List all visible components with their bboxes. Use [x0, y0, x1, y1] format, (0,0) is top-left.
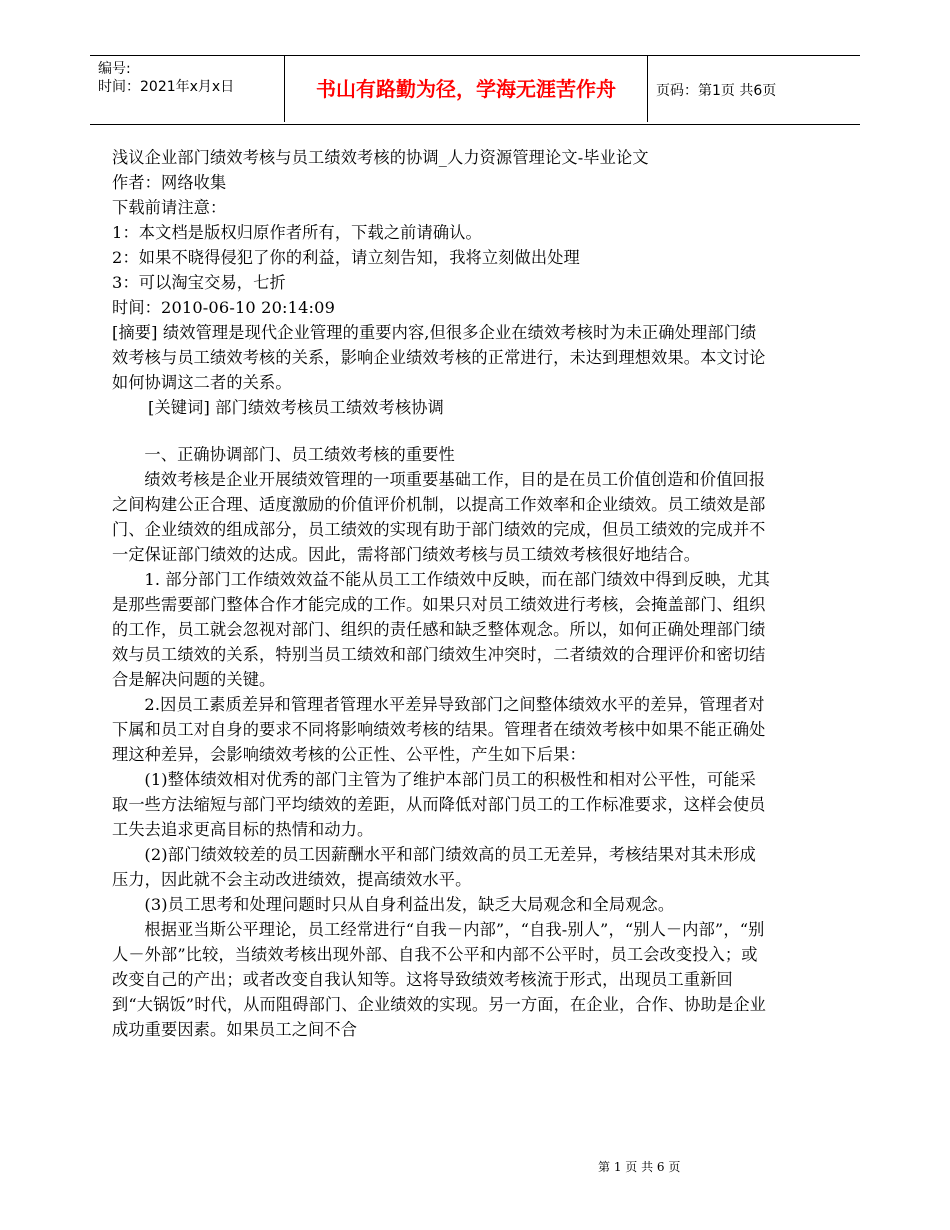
document-body [112, 145, 770, 1042]
page-header [90, 55, 860, 125]
notice-heading: 下载前请注意： [112, 198, 227, 217]
date-label: 时间：2021年x月x日 [98, 79, 235, 95]
header-motto: 书山有路勤为径，学海无涯苦作舟 [284, 56, 648, 122]
notice-item: 1：本文档是版权归原作者所有，下载之前请确认。 [112, 223, 482, 242]
body-paragraph: 根据亚当斯公平理论，员工经常进行“自我－内部”，“自我-别人”，“别人－内部”，“别人－外部”比较，当绩效考核出现外部、自我不公平和内部不公平时，员工会改变投入；或改变自己的产出；或者改变自我认知等。这将导致绩效考核流于形式，出现员工重新回到“大锅饭”时代，从而阻碍部门、企业绩效的实现。另一方面，在企业，合作、协助是企业成功重要因素。如果员工之间不合 [112, 920, 767, 1039]
number-label: 编号: [98, 61, 131, 77]
notice-item: 3：可以淘宝交易，七折 [112, 273, 286, 292]
body-paragraph: (1)整体绩效相对优秀的部门主管为了维护本部门员工的积极性和相对公平性，可能采取一些方法缩短与部门平均绩效的差距，从而降低对部门员工的工作标准要求，这样会使员工失去追求更高目标的热情和动力。 [112, 770, 766, 839]
author-line: 作者：网络收集 [112, 173, 227, 192]
header-page-info: 页码：第1页 共6页 [656, 83, 777, 99]
body-paragraph: (2)部门绩效较差的员工因薪酬水平和部门绩效高的员工无差异，考核结果对其未形成压力，因此就不会主动改进绩效，提高绩效水平。 [112, 845, 756, 889]
page-footer: 第 1 页 共 6 页 [598, 1160, 681, 1174]
section-heading: 一、正确协调部门、员工绩效考核的重要性 [144, 445, 455, 464]
body-paragraph: 1. 部分部门工作绩效效益不能从员工工作绩效中反映，而在部门绩效中得到反映，尤其是那些需要部门整体合作才能完成的工作。如果只对员工绩效进行考核，会掩盖部门、组织的工作，员工就会忽视对部门、组织的责任感和缺乏整体观念。所以，如何正确处理部门绩效与员工绩效的关系，特别当员工绩效和部门绩效生冲突时，二者绩效的合理评价和密切结合是解决问题的关键。 [112, 570, 770, 689]
header-left [98, 60, 234, 96]
notice-item: 2：如果不晓得侵犯了你的利益，请立刻告知，我将立刻做出处理 [112, 248, 580, 267]
keywords: [关键词] 部门绩效考核员工绩效考核协调 [148, 398, 444, 417]
body-paragraph: 绩效考核是企业开展绩效管理的一项重要基础工作，目的是在员工价值创造和价值回报之间构建公正合理、适度激励的价值评价机制，以提高工作效率和企业绩效。员工绩效是部门、企业绩效的组成部分，员工绩效的实现有助于部门绩效的完成，但员工绩效的完成并不一定保证部门绩效的达成。因此，需将部门绩效考核与员工绩效考核很好地结合。 [112, 470, 766, 564]
publish-time: 时间：2010-06-10 20:14:09 [112, 298, 336, 317]
spacer [112, 420, 770, 442]
body-paragraph: 2.因员工素质差异和管理者管理水平差异导致部门之间整体绩效水平的差异，管理者对下属和员工对自身的要求不同将影响绩效考核的结果。管理者在绩效考核中如果不能正确处理这种差异，会影响绩效考核的公正性、公平性，产生如下后果： [112, 695, 766, 764]
abstract: [摘要] 绩效管理是现代企业管理的重要内容,但很多企业在绩效考核时为未正确处理部门绩效考核与员工绩效考核的关系，影响企业绩效考核的正常进行，未达到理想效果。本文讨论如何协调这二者的关系。 [112, 323, 766, 392]
document-title: 浅议企业部门绩效考核与员工绩效考核的协调_人力资源管理论文-毕业论文 [112, 148, 649, 167]
body-paragraph: (3)员工思考和处理问题时只从自身利益出发，缺乏大局观念和全局观念。 [144, 895, 675, 914]
